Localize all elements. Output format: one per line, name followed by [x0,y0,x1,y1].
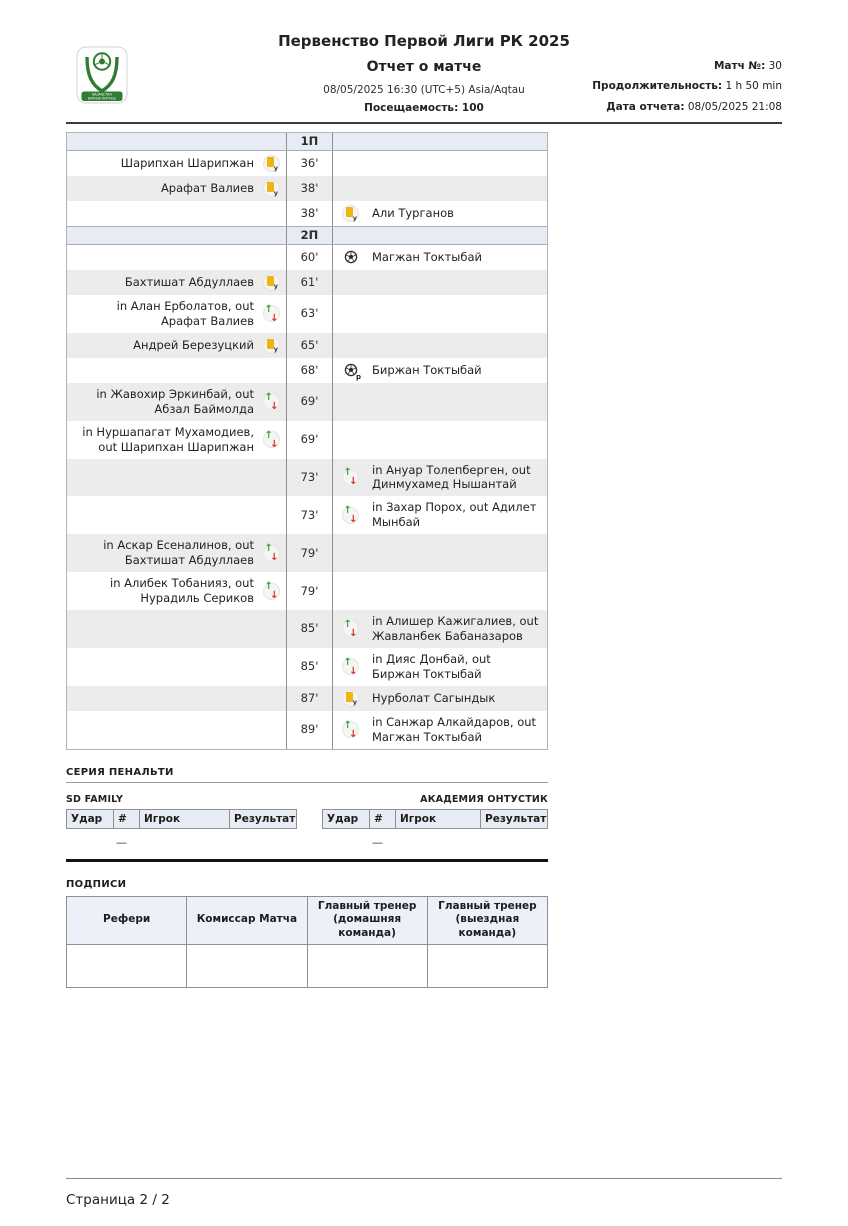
signature-column-header: Рефери [67,896,187,944]
minute-cell: 85' [286,610,333,648]
event-text: in Дияс Донбай, out Биржан Токтыбай [372,651,491,681]
away-event-cell [333,133,547,150]
attendance: Посещаемость: 100 [364,102,484,114]
home-event-cell [67,711,286,749]
event-text: in Нуршапагат Мухамодиев, out Шарипхан Шарипжан [82,424,254,454]
away-event-cell [333,686,547,711]
home-event-cell [67,496,286,534]
minute-cell: 69' [286,383,333,421]
event-text: Шарипхан Шарипжан [120,155,254,170]
yellow-card-icon: y [342,205,359,222]
penalty-column-header: Результат [481,809,548,828]
substitution-icon: ↑ ↓ [343,719,358,740]
signatures-table [66,896,548,988]
event-text: in Алан Ерболатов, out Арафат Валиев [116,298,254,328]
event-row [67,151,547,176]
event-row [67,711,547,749]
away-event-cell [333,610,547,648]
away-event-cell [333,176,547,201]
minute-cell: 68' [286,358,333,383]
minute-cell: 36' [286,151,333,176]
signature-column-header: Главный тренер (выездная команда) [427,896,547,944]
event-row [67,572,547,610]
event-text: in Ануар Толепберген, out Динмухамед Нышантай [372,462,531,492]
home-event-cell [67,648,286,686]
home-event-cell [67,686,286,711]
minute-cell: 65' [286,333,333,358]
away-event-cell [333,245,547,270]
penalty-home-header-row [67,809,297,828]
header-divider [66,122,782,124]
event-text: in Алишер Кажигалиев, out Жавланбек Бабаназаров [372,614,539,643]
match-number: Матч №: 30 [713,60,782,72]
goal-icon [342,249,359,266]
signature-cell [67,944,187,987]
home-event-cell [67,333,286,358]
penalty-column-header: Результат [230,809,297,828]
away-event-cell [333,270,547,295]
svg-text:ҚАЗАҚСТАН: ҚАЗАҚСТАН [92,92,112,97]
home-event-cell [67,534,286,572]
event-text: Али Турганов [372,205,454,220]
event-text: in Санжар Алкайдаров, out Магжан Токтыбай [372,714,537,744]
penalty-column-header: # [114,809,140,828]
header-center [204,32,644,114]
home-event-cell [67,133,286,150]
minute-cell: 79' [286,534,333,572]
home-event-cell [67,572,286,610]
minute-cell: 87' [286,686,333,711]
signatures-section-title: ПОДПИСИ [66,878,127,890]
svg-text:БІРІНШІ ЛИГАСЫ: БІРІНШІ ЛИГАСЫ [88,96,116,101]
event-row [67,686,547,711]
event-text: in Аскар Есеналинов, out Бахтишат Абдуллаев [103,538,254,568]
substitution-icon: ↑ ↓ [264,303,279,324]
event-text: Нурболат Сагындык [372,690,496,705]
home-event-cell [67,151,286,176]
away-event-cell [333,151,547,176]
penalty-column-header: # [370,809,396,828]
event-row [67,201,547,226]
away-event-cell [333,534,547,572]
away-event-cell [333,358,547,383]
event-row [67,496,547,534]
event-text: in Алибек Тобанияз, out Нурадиль Сериков [110,576,254,606]
home-event-cell [67,201,286,226]
minute-cell: 73' [286,496,333,534]
minute-cell: 63' [286,295,333,333]
away-event-cell [333,421,547,459]
away-event-cell [333,383,547,421]
event-row [67,270,547,295]
substitution-icon: ↑ ↓ [264,543,279,564]
yellow-card-icon: y [263,337,280,354]
signatures-empty-row [67,944,548,987]
substitution-icon: ↑ ↓ [343,656,358,677]
away-event-cell [333,496,547,534]
away-event-cell [333,572,547,610]
penalty-home-block [66,794,297,852]
event-row [67,648,547,686]
yellow-card-icon: y [263,274,280,291]
event-text: Арафат Валиев [160,180,254,195]
away-event-cell [333,201,547,226]
half-label: 1П [286,133,333,150]
report-header [66,26,782,120]
penalty-column-header: Игрок [140,809,230,828]
home-event-cell [67,227,286,244]
event-row [67,534,547,572]
penalty-table-home [66,809,297,829]
signature-column-header: Комиссар Матча [187,896,307,944]
away-event-cell [333,648,547,686]
event-text: Биржан Токтыбай [372,362,482,377]
penalty-column-header: Удар [67,809,114,828]
minute-cell: 38' [286,201,333,226]
event-row [67,421,547,459]
home-event-cell [67,358,286,383]
report-date: Дата отчета: 08/05/2025 21:08 [606,100,782,113]
home-event-cell [67,459,286,497]
home-event-cell [67,176,286,201]
substitution-icon: ↑ ↓ [343,467,358,488]
home-team-name: SD FAMILY [66,793,124,805]
penalty-section-divider [66,782,548,783]
substitution-icon: ↑ ↓ [343,505,358,526]
yellow-card-icon: y [342,690,359,707]
minute-cell: 73' [286,459,333,497]
penalty-tables [66,794,548,852]
penalty-goal-icon: p [342,362,359,379]
yellow-card-icon: y [263,180,280,197]
page-number: Страница 2 / 2 [66,1192,170,1208]
signature-cell [187,944,307,987]
event-text: Бахтишат Абдуллаев [124,274,254,289]
league-logo-icon [76,46,128,104]
match-report-page [0,26,848,1226]
home-event-cell [67,421,286,459]
penalty-away-block [322,794,548,852]
minute-cell: 89' [286,711,333,749]
yellow-card-icon: y [263,155,280,172]
penalty-table-away [322,809,548,829]
away-event-cell [333,227,547,244]
signatures-header-row [67,896,548,944]
event-row [67,358,547,383]
footer-divider [66,1178,782,1179]
half-header-row [67,133,547,151]
away-event-cell [333,711,547,749]
event-row [67,295,547,333]
substitution-icon: ↑ ↓ [264,429,279,450]
penalty-away-header-row [323,809,548,828]
signature-cell [307,944,427,987]
penalty-section-title: СЕРИЯ ПЕНАЛЬТИ [66,766,174,778]
report-title: Отчет о матче [366,59,482,75]
penalty-away-empty: — [372,835,383,849]
event-row [67,333,547,358]
events-table [66,132,548,750]
penalty-home-empty: — [116,835,127,849]
signature-cell [427,944,547,987]
away-event-cell [333,459,547,497]
event-row [67,176,547,201]
substitution-icon: ↑ ↓ [264,581,279,602]
event-row [67,459,547,497]
signature-column-header: Главный тренер (домашняя команда) [307,896,427,944]
minute-cell: 61' [286,270,333,295]
minute-cell: 79' [286,572,333,610]
minute-cell: 60' [286,245,333,270]
half-label: 2П [286,227,333,244]
event-row [67,383,547,421]
home-event-cell [67,610,286,648]
away-event-cell [333,295,547,333]
substitution-icon: ↑ ↓ [343,618,358,639]
event-row [67,610,547,648]
match-duration: Продолжительность: 1 h 50 min [592,80,782,93]
event-row [67,245,547,270]
home-event-cell [67,245,286,270]
away-team-name: АКАДЕМИЯ ОНТУСТИК [420,793,548,805]
home-event-cell [67,295,286,333]
competition-title: Первенство Первой Лиги РК 2025 [278,32,570,50]
penalty-column-header: Удар [323,809,370,828]
section-divider-thick [66,859,548,862]
substitution-icon: ↑ ↓ [264,391,279,412]
event-text: Андрей Березуцкий [133,337,254,352]
half-header-row [67,226,547,245]
minute-cell: 85' [286,648,333,686]
penalty-column-header: Игрок [396,809,481,828]
header-meta [592,56,782,117]
match-datetime: 08/05/2025 16:30 (UTC+5) Asia/Aqtau [323,84,525,96]
home-event-cell [67,383,286,421]
home-event-cell [67,270,286,295]
minute-cell: 38' [286,176,333,201]
away-event-cell [333,333,547,358]
event-text: Магжан Токтыбай [372,249,482,264]
minute-cell: 69' [286,421,333,459]
event-text: in Захар Порох, out Адилет Мынбай [372,500,537,530]
event-text: in Жавохир Эркинбай, out Абзал Баймолда [96,386,254,416]
